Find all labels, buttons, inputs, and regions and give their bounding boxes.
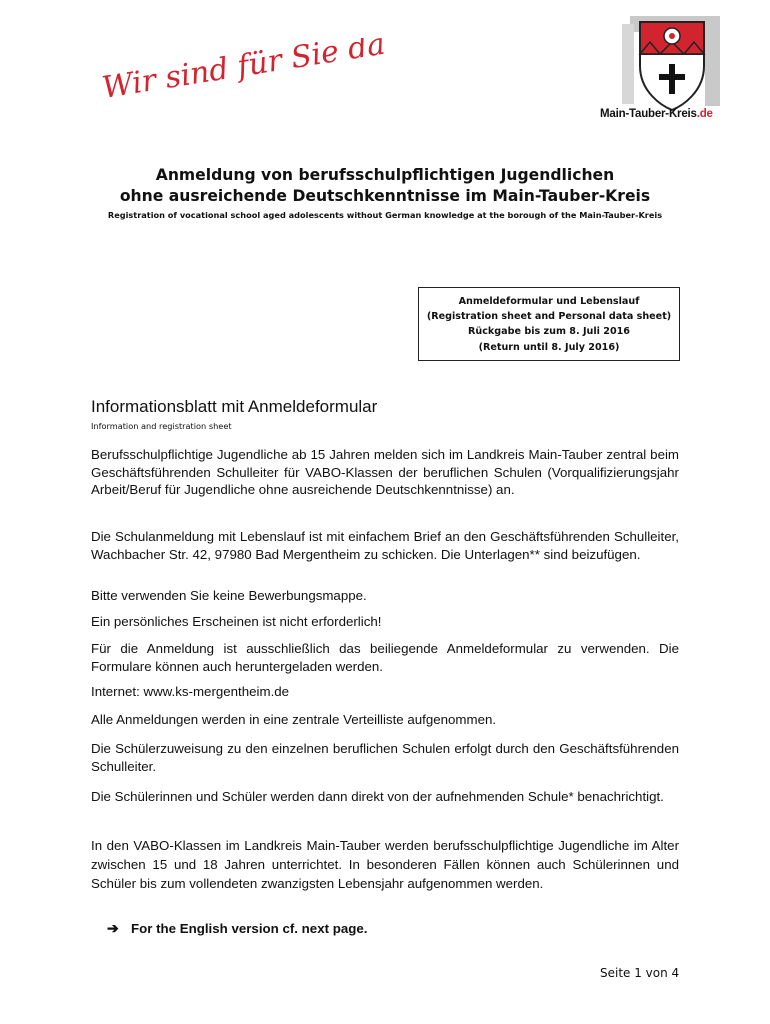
paragraph-registration: Berufsschulpflichtige Jugendliche ab 15 Jahren melden sich im Landkreis Main-Tauber zentral beim Geschäftsführenden Schulleiter für VABO-Klassen der beruflichen Schulen (Vorqualifizierungsjahr Arbeit/Beruf für Jugendliche ohne ausreichende Deutschkenntnisse) an.: [91, 447, 679, 498]
section-subheading: Information and registration sheet: [91, 421, 232, 431]
slogan-logo: [100, 38, 390, 118]
paragraph-no-folder: Bitte verwenden Sie keine Bewerbungsmappe.: [91, 588, 367, 603]
paragraph-no-appearance: Ein persönliches Erscheinen ist nicht erforderlich!: [91, 614, 382, 629]
section-heading: Informationsblatt mit Anmeldeformular: [91, 397, 378, 416]
document-title-line-1: Anmeldung von berufsschulpflichtigen Jugendlichen: [155, 166, 615, 184]
paragraph-form-usage: Für die Anmeldung ist ausschließlich das beiliegende Anmeldeformular zu verwenden. Die Formulare können auch heruntergeladen werden.: [91, 641, 679, 674]
paragraph-mailing: Die Schulanmeldung mit Lebenslauf ist mit einfachem Brief an den Geschäftsführenden Schulleiter, Wachbacher Str. 42, 97980 Bad Mergentheim zu schicken. Die Unterlagen** sind beizufügen.: [91, 529, 679, 562]
deadline-box-line-3: Rückgabe bis zum 8. Juli 2016: [468, 326, 630, 338]
deadline-box-line-2: (Registration sheet and Personal data sheet): [426, 311, 672, 323]
logo-caption-tld: .de: [696, 108, 713, 120]
logo-caption: [600, 108, 740, 120]
svg-text:Wir sind für Sie da: Wir sind für Sie da: [100, 38, 388, 106]
slogan-graphic: [100, 38, 390, 118]
page-number: Seite 1 von 4: [600, 966, 680, 980]
document-subtitle: Registration of vocational school aged adolescents without German knowledge at the borough of the Main-Tauber-Kreis: [107, 210, 663, 220]
document-title-line-2: ohne ausreichende Deutschkenntnisse im Main-Tauber-Kreis: [119, 187, 651, 205]
deadline-box-line-4: (Return until 8. July 2016): [478, 341, 620, 353]
arrow-right-icon: ➔: [107, 920, 119, 936]
english-version-text: For the English version cf. next page.: [131, 921, 368, 936]
deadline-box: [418, 287, 680, 361]
paragraph-central-list: Alle Anmeldungen werden in eine zentrale Verteilliste aufgenommen.: [91, 712, 497, 727]
paragraph-internet: Internet: www.ks-mergentheim.de: [91, 684, 290, 699]
logo-caption-main: Main-Tauber-Kreis: [600, 108, 697, 120]
english-version-note: [107, 920, 367, 937]
deadline-box-line-1: Anmeldeformular und Lebenslauf: [458, 296, 640, 307]
paragraph-assignment: Die Schülerzuweisung zu den einzelnen beruflichen Schulen erfolgt durch den Geschäftsführenden Schulleiter.: [91, 741, 679, 774]
paragraph-notification: Die Schülerinnen und Schüler werden dann direkt von der aufnehmenden Schule* benachrichtigt.: [91, 789, 664, 804]
paragraph-vabo-classes: In den VABO-Klassen im Landkreis Main-Tauber werden berufsschulpflichtige Jugendliche im Alter zwischen 15 und 18 Jahren unterrichtet. In besonderen Fällen können auch Schülerinnen und Schüler bis zum vollendeten zwanzigsten Lebensjahr aufgenommen werden.: [91, 838, 679, 891]
